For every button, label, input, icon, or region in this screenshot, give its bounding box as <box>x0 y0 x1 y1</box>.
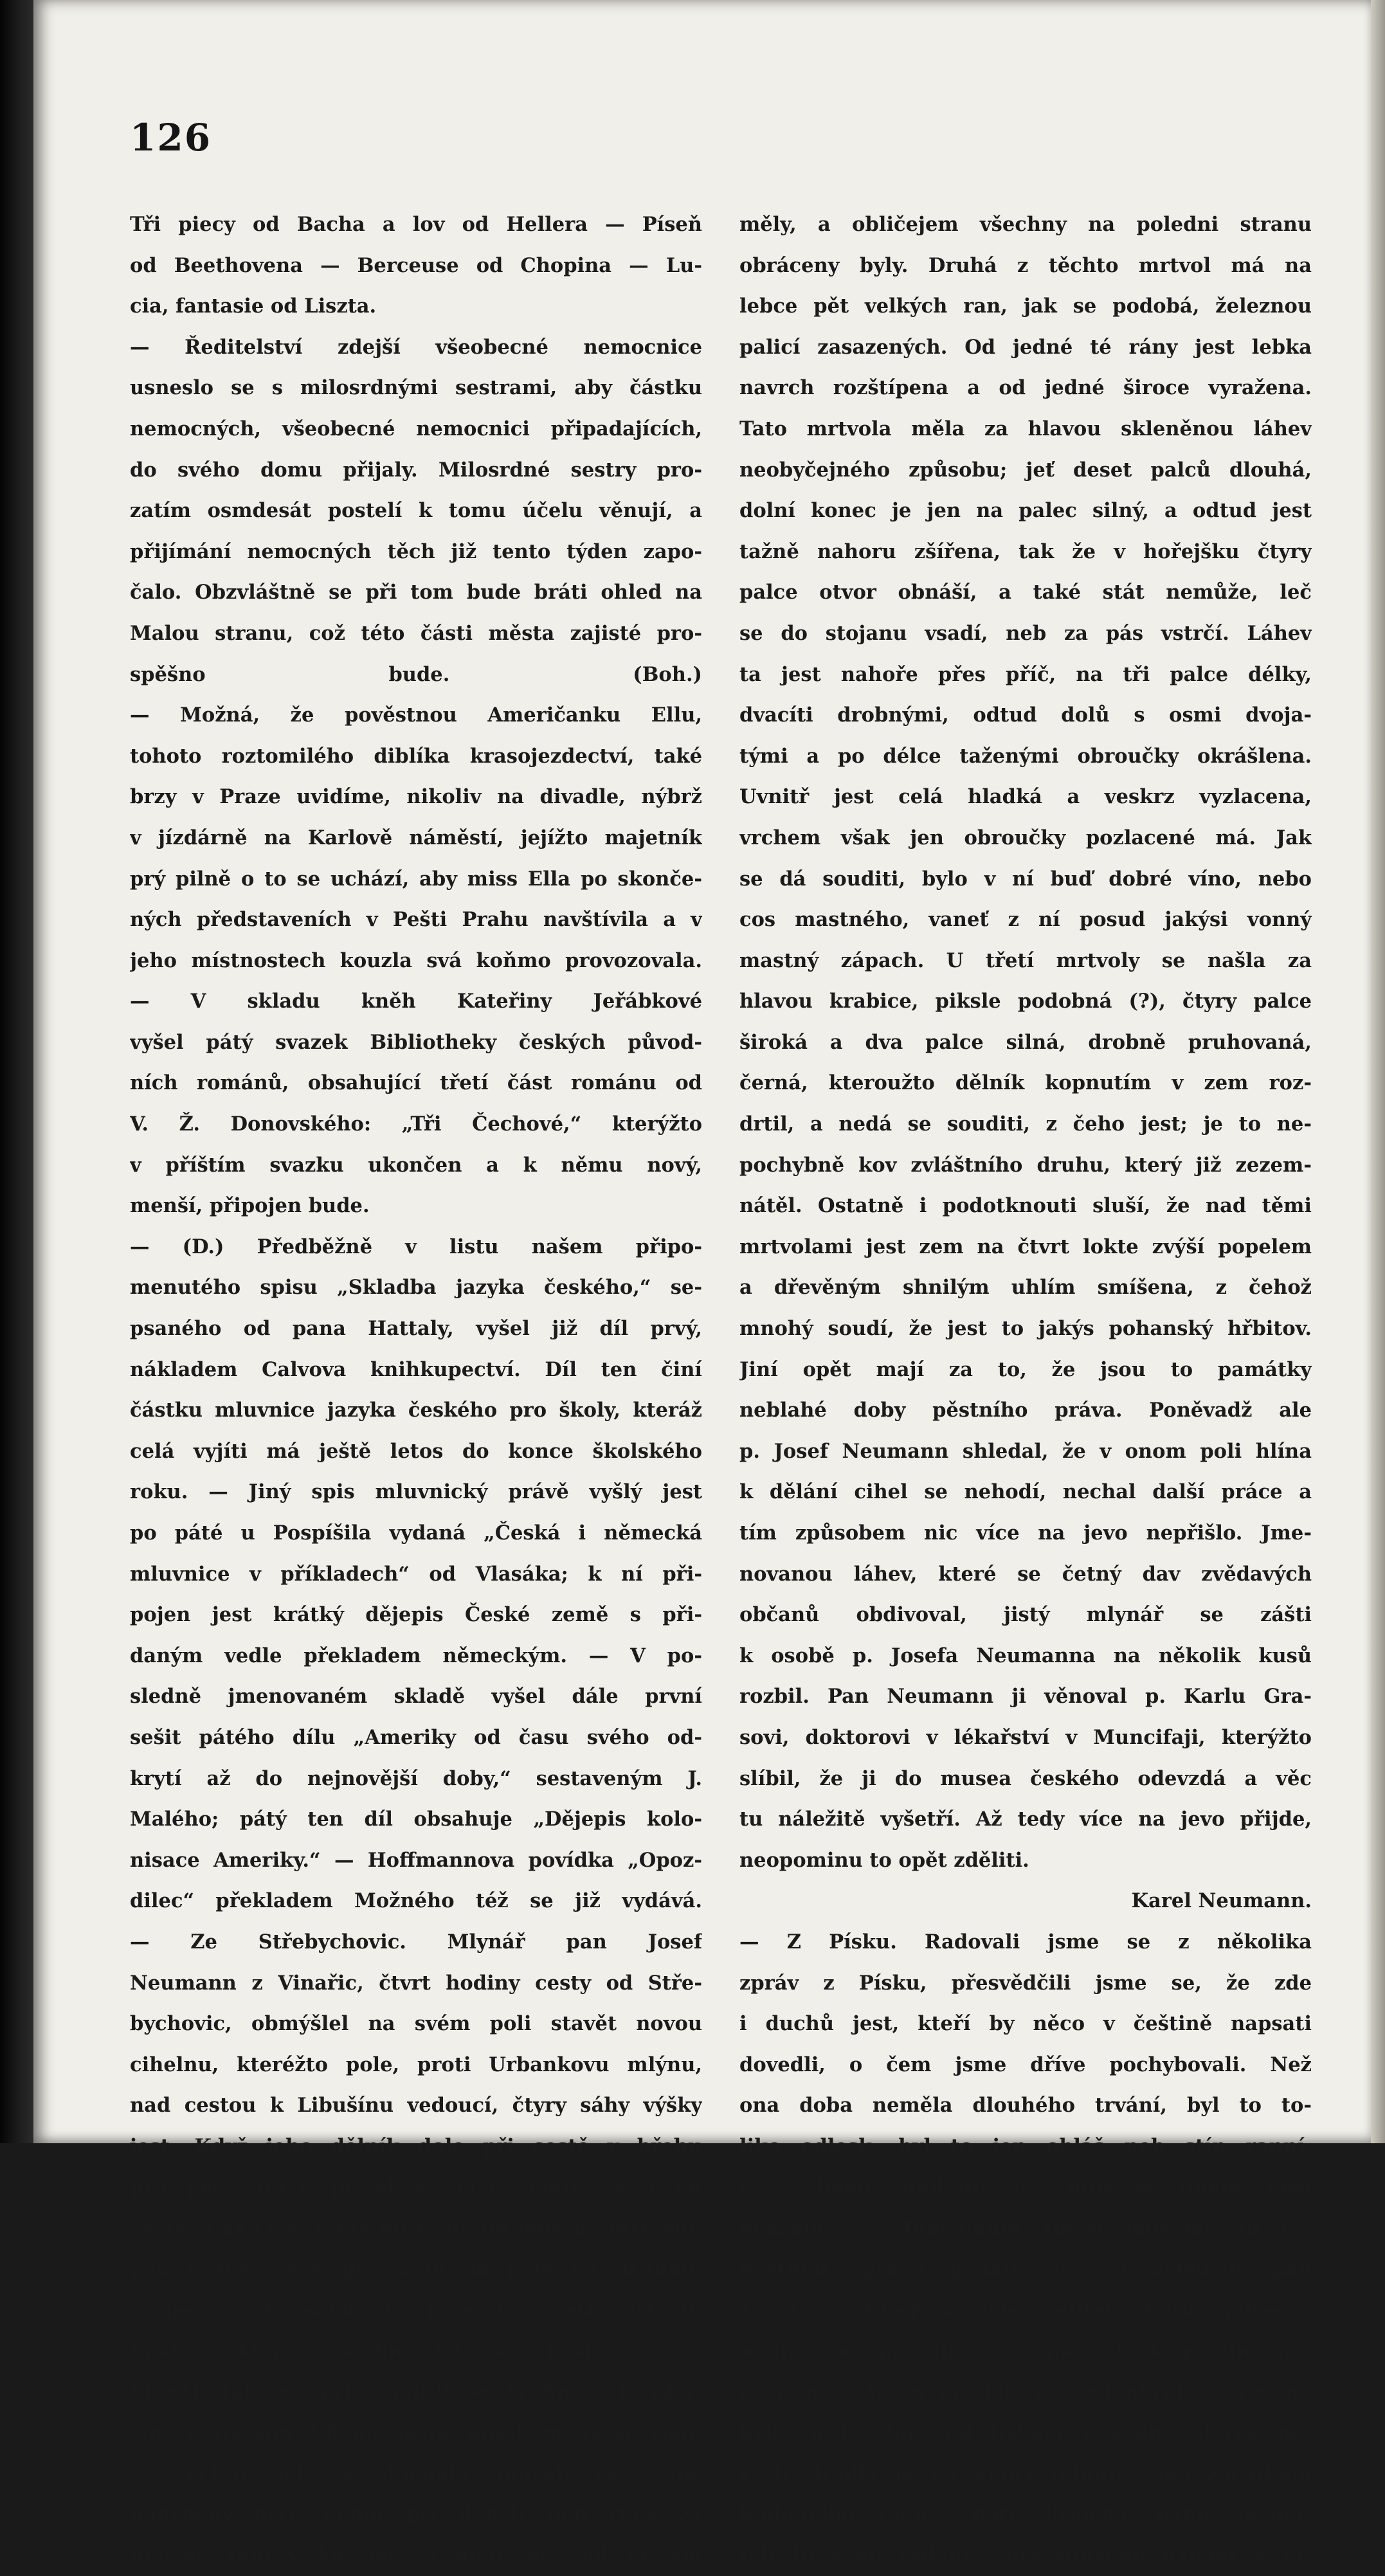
text-line: psaného od pana Hattaly, vyšel již díl prvý, <box>130 1317 702 1341</box>
text-line: mnohý soudí, že jest to jakýs pohanský hřbitov. <box>739 1317 1312 1341</box>
text-line: široká a dva palce silná, drobně pruhovaná, <box>739 1030 1312 1054</box>
text-line: dilec“ překladem Možného též se již vydává. <box>130 1889 702 1913</box>
text-line: ším největším lidem, ještě mnohem větší jsou, <box>130 2421 702 2445</box>
text-line: celá vyjíti má ještě letos do konce školského <box>130 1439 702 1463</box>
text-line: ných představeních v Pešti Prahu navštívila a v <box>130 908 702 932</box>
text-line: občanů obdivoval, jistý mlynář se zášti <box>739 1603 1312 1627</box>
text-line: Neumann z Vinařic, čtvrt hodiny cesty od Stře- <box>130 1971 702 1995</box>
text-line: zpráv z Písku, přesvědčili jsme se, že zde <box>739 1971 1312 1995</box>
text-line: hlavou, tělo v kozelec, a nohy na zad křížem <box>130 2543 702 2567</box>
text-line: cos mastného, vaneť z ní posud jakýsi vonný <box>739 908 1312 932</box>
text-line: navrch rozštípena a od jedné široce vyražena. <box>739 376 1312 400</box>
text-line: teli hrského vydání, spravedlivého uznání a la- <box>739 2543 1312 2567</box>
text-line: tohoto roztomilého diblíka krasojezdectví, také <box>130 744 702 768</box>
text-line: pohřbeny býti, neboť při debytí jich ruce za <box>130 2503 702 2526</box>
page-number: 126 <box>130 116 212 159</box>
text-line: — Z Písku. Radovali jsme se z několika <box>739 1930 1312 1954</box>
text-line: nisace Ameriky.“ — Hoffmannova povídka „Opoz- <box>130 1848 702 1872</box>
text-line: jest. Když jeho dělník dole při cestě v břehu <box>130 2134 702 2158</box>
text-line: mrtvolami jest zem na čtvrt lokte zvýší popelem <box>739 1235 1312 1258</box>
text-line: který hned zaniknul, jak míle se jiného cosi <box>739 2175 1312 2199</box>
text-line: vyšly. Hodlá je ku konci tohoto aneb začátkem <box>739 2462 1312 2485</box>
text-line: hlavou krabice, piksle podobná (?), čtyry palce <box>739 990 1312 1013</box>
text-line: — (D.) Předběžně v listu našem připo- <box>130 1235 702 1258</box>
text-line: Malého; pátý ten díl obsahuje „Dějepis kolo- <box>130 1808 702 1831</box>
scan-right-edge <box>1371 0 1385 2143</box>
text-line: lebce pět velkých ran, jak se podobá, železnou <box>739 295 1312 318</box>
text-line: nákladem Calvova knihkupectví. Díl ten činí <box>130 1357 702 1381</box>
text-line: nemocných, všeobecné nemocnici připadajících, <box>130 417 702 440</box>
text-line: Malou stranu, což této části města zajisté pro- <box>130 621 702 645</box>
text-line: palicí zasazených. Od jedné té rány jest lebka <box>739 335 1312 359</box>
text-line: drtil, a nedá se souditi, z čeho jest; je to ne- <box>739 1112 1312 1136</box>
text-line: pak v též výšce půl sáhu do pole na druhou, <box>130 2257 702 2281</box>
text-line: usneslo se s milosrdnými sestrami, aby částku <box>130 376 702 400</box>
text-line: částku mluvnice jazyka českého pro školy, kteráž <box>130 1399 702 1422</box>
text-line: Karel Neumann. <box>1131 1889 1312 1913</box>
text-line: likosti, tak že, přirovnají-li se ty hnáty k zdej- <box>130 2380 702 2404</box>
text-line: neobyčejného způsobu; jeť deset palců dlouhá, <box>739 458 1312 482</box>
text-line: ních románů, obsahující třetí část románu od <box>130 1071 702 1095</box>
text-line: Jiní opět mají za to, že jsou to památky <box>739 1357 1312 1381</box>
text-line: pojen jest krátký dějepis České země s při- <box>130 1603 702 1627</box>
text-line: liko odlesk, byl to jen ohláš neb stín ranní, <box>739 2134 1312 2158</box>
text-line: slíbil, že ji do musea českého odevzdá a věc <box>739 1766 1312 1790</box>
text-line: k osobě p. Josefa Neumanna na několik kusů <box>739 1644 1312 1667</box>
text-line: pochybně kov zvláštního druhu, který již zezem- <box>739 1153 1312 1177</box>
text-line: a pět čtvrtí sáhu do pole na třetí mrtvolu <box>130 2298 702 2322</box>
text-line: — Možná, že pověstnou Američanku Ellu, <box>130 703 702 727</box>
text-line: v příštím svazku ukončen a k němu nový, <box>130 1153 702 1177</box>
text-line: se dá souditi, bylo v ní buď dobré víno, nebo <box>739 867 1312 891</box>
text-line: k dělání cihel se nehodí, nechal další práce a <box>739 1480 1312 1504</box>
text-line: V. Ž. Donovského: „Tři Čechové,“ kterýžto <box>130 1112 702 1136</box>
text-line: okázalo. — Milovníkům zpěvu můžeme tu rá- <box>739 2217 1312 2240</box>
text-line: tými a po délce taženými obroučky okrášlena. <box>739 744 1312 768</box>
text-line: mastný zápach. U třetí mrtvoly se našla za <box>739 948 1312 972</box>
text-line: krytí až do nejnovější doby,“ sestaveným J. <box>130 1766 702 1790</box>
text-line: cihelnu, kteréžto pole, proti Urbankovu mlýnu, <box>130 2053 702 2076</box>
text-line: ona doba neměla dlouhého trvání, byl to to- <box>739 2094 1312 2118</box>
text-line: spěšno bude. (Boh.) <box>130 662 702 686</box>
text-line: dostnou zprávu podati, že velezasloužilý pan <box>739 2257 1312 2281</box>
text-line: černá, kteroužto dělník kopnutím v zem roz- <box>739 1071 1312 1095</box>
text-line: rodním a takovým, jak již jedenkráte vyřešeno <box>739 2380 1312 2404</box>
text-line: nad cestou k Libušínu vedoucí, čtyry sáhy výšky <box>130 2094 702 2118</box>
text-line: se do stojanu vsadí, neb za pás vstrčí. Láhev <box>739 621 1312 645</box>
text-line: přijímání nemocných těch již tento týden zapo- <box>130 540 702 563</box>
text-line: p. Josef Neumann shledal, že v onom poli hlína <box>739 1439 1312 1463</box>
text-line: sovi, doktorovi v lékařství v Muncifaji, kterýžto <box>739 1725 1312 1749</box>
text-line: tím způsobem nic více na jevo nepřišlo. Jme- <box>739 1521 1312 1545</box>
text-line: — Ze Střebychovic. Mlynář pan Josef <box>130 1930 702 1954</box>
text-line: jeho místnostech kouzla svá koňmo provozovala. <box>130 948 702 972</box>
text-line: obráceny byly. Druhá z těchto mrtvol má na <box>739 253 1312 277</box>
text-line: ta jest nahoře přes příč, na tři palce délky, <box>739 662 1312 686</box>
text-line: menutého spisu „Skladba jazyka českého,“ se- <box>130 1276 702 1300</box>
text-line: dovedli, o čem jsme dříve pochybovali. Než <box>739 2053 1312 2076</box>
text-line: František Gregora, náš ředitel chóru, pilně a <box>739 2298 1312 2322</box>
text-line: — V skladu kněh Kateřiny Jeřábkové <box>130 990 702 1013</box>
text-line: čalo. Obzvláštně se při tom bude bráti ohled na <box>130 581 702 604</box>
text-line: neopominu to opět zděliti. <box>739 1848 1029 1872</box>
text-line: zatím osmdesát postelí k tomu účelu věnují, a <box>130 499 702 523</box>
text-line: lidskou, kteréž všechny tři jsou nesmírné ve- <box>130 2339 702 2363</box>
text-line: Tři piecy od Bacha a lov od Hellera — Píseň <box>130 213 702 236</box>
text-line: Uvnitř jest celá hladká a veskrz vyzlacena, <box>739 785 1312 809</box>
text-line: mluvnice v příkladech“ od Vlasáka; k ní při- <box>130 1562 702 1586</box>
text-line: bylo, ježto doposud tiskem v žádné sbírce ne- <box>739 2421 1312 2445</box>
text-line: měly, a obličejem všechny na poledni stranu <box>739 213 1312 236</box>
text-line: od Beethovena — Berceuse od Chopina — Lu- <box>130 253 702 277</box>
text-line: bychovic, obmýšlel na svém poli stavět novou <box>130 2012 702 2036</box>
text-line: v jízdárně na Karlově náměstí, jejížto majetník <box>130 826 702 849</box>
text-line: cia, fantasie od Liszta. <box>130 295 377 318</box>
text-line: pro pec kopal, přišel as čtvrt lokte zvýší od <box>130 2175 702 2199</box>
text-line: neblahé doby pěstního práva. Poněvadž ale <box>739 1399 1312 1422</box>
left-column <box>130 204 702 2576</box>
text-line: dolní konec je jen na palec silný, a odtud jest <box>739 499 1312 523</box>
text-line: sledně jmenovaném skladě vyšel dále první <box>130 1685 702 1709</box>
text-line: do svého domu přijaly. Milosrdné sestry pro- <box>130 458 702 482</box>
text-line: budoucího roku vydati. Přejeme panu sklada- <box>739 2503 1312 2526</box>
text-line: tažně nahoru zšířena, tak že v hořejšku čtyry <box>739 540 1312 563</box>
text-line: i duchů jest, kteří by něco v češtině napsati <box>739 2012 1312 2036</box>
text-line: Tato mrtvola měla za hlavou skleněnou láhev <box>739 417 1312 440</box>
text-line: — Ředitelství zdejší všeobecné nemocnice <box>130 335 702 359</box>
text-line: neunaveně pracuje na nápěvech k písním ná- <box>739 2339 1312 2363</box>
text-line: novanou láhev, které se četný dav zvědavých <box>739 1562 1312 1586</box>
text-line: a dřevěným shnilým uhlím smíšena, z čehož <box>739 1276 1312 1300</box>
text-line: menší, připojen bude. <box>130 1194 370 1218</box>
scan-binding-edge <box>0 0 33 2143</box>
text-line: prý pilně o to se uchází, aby miss Ella po skonče- <box>130 867 702 891</box>
text-line: roku. — Jiný spis mluvnický právě vyšlý jest <box>130 1480 702 1504</box>
text-line: cesty, a as čtvrt lokte od cesty do pole na mrtvolu, <box>130 2217 702 2240</box>
text-line: rozbil. Pan Neumann ji věnoval p. Karlu Gra- <box>739 1685 1312 1709</box>
text-line: nátěl. Ostatně i podotknouti sluší, že nad těmi <box>739 1194 1312 1218</box>
text-line: vyšel pátý svazek Bibliotheky českých původ- <box>130 1030 702 1054</box>
text-line: tu náležitě vyšetří. Až tedy více na jevo přijde, <box>739 1808 1312 1831</box>
text-line: a všechny, jak se shledalo, musely ve vazbě <box>130 2462 702 2485</box>
text-line: brzy v Praze uvidíme, nikoliv na divadle, nýbrž <box>130 785 702 809</box>
text-line: palce otvor obnáší, a také stát nemůže, leč <box>739 581 1312 604</box>
text-line: dvacíti drobnými, odtud dolů s osmi dvoja- <box>739 703 1312 727</box>
text-line: po páté u Pospíšila vydaná „Česká i německá <box>130 1521 702 1545</box>
right-column <box>739 204 1312 2576</box>
text-line: sešit pátého dílu „Ameriky od času svého od- <box>130 1725 702 1749</box>
text-line: vrchem však jen obroučky pozlacené má. Jak <box>739 826 1312 849</box>
newspaper-page <box>33 0 1371 2567</box>
text-line: daným vedle překladem německým. — V po- <box>130 1644 702 1667</box>
